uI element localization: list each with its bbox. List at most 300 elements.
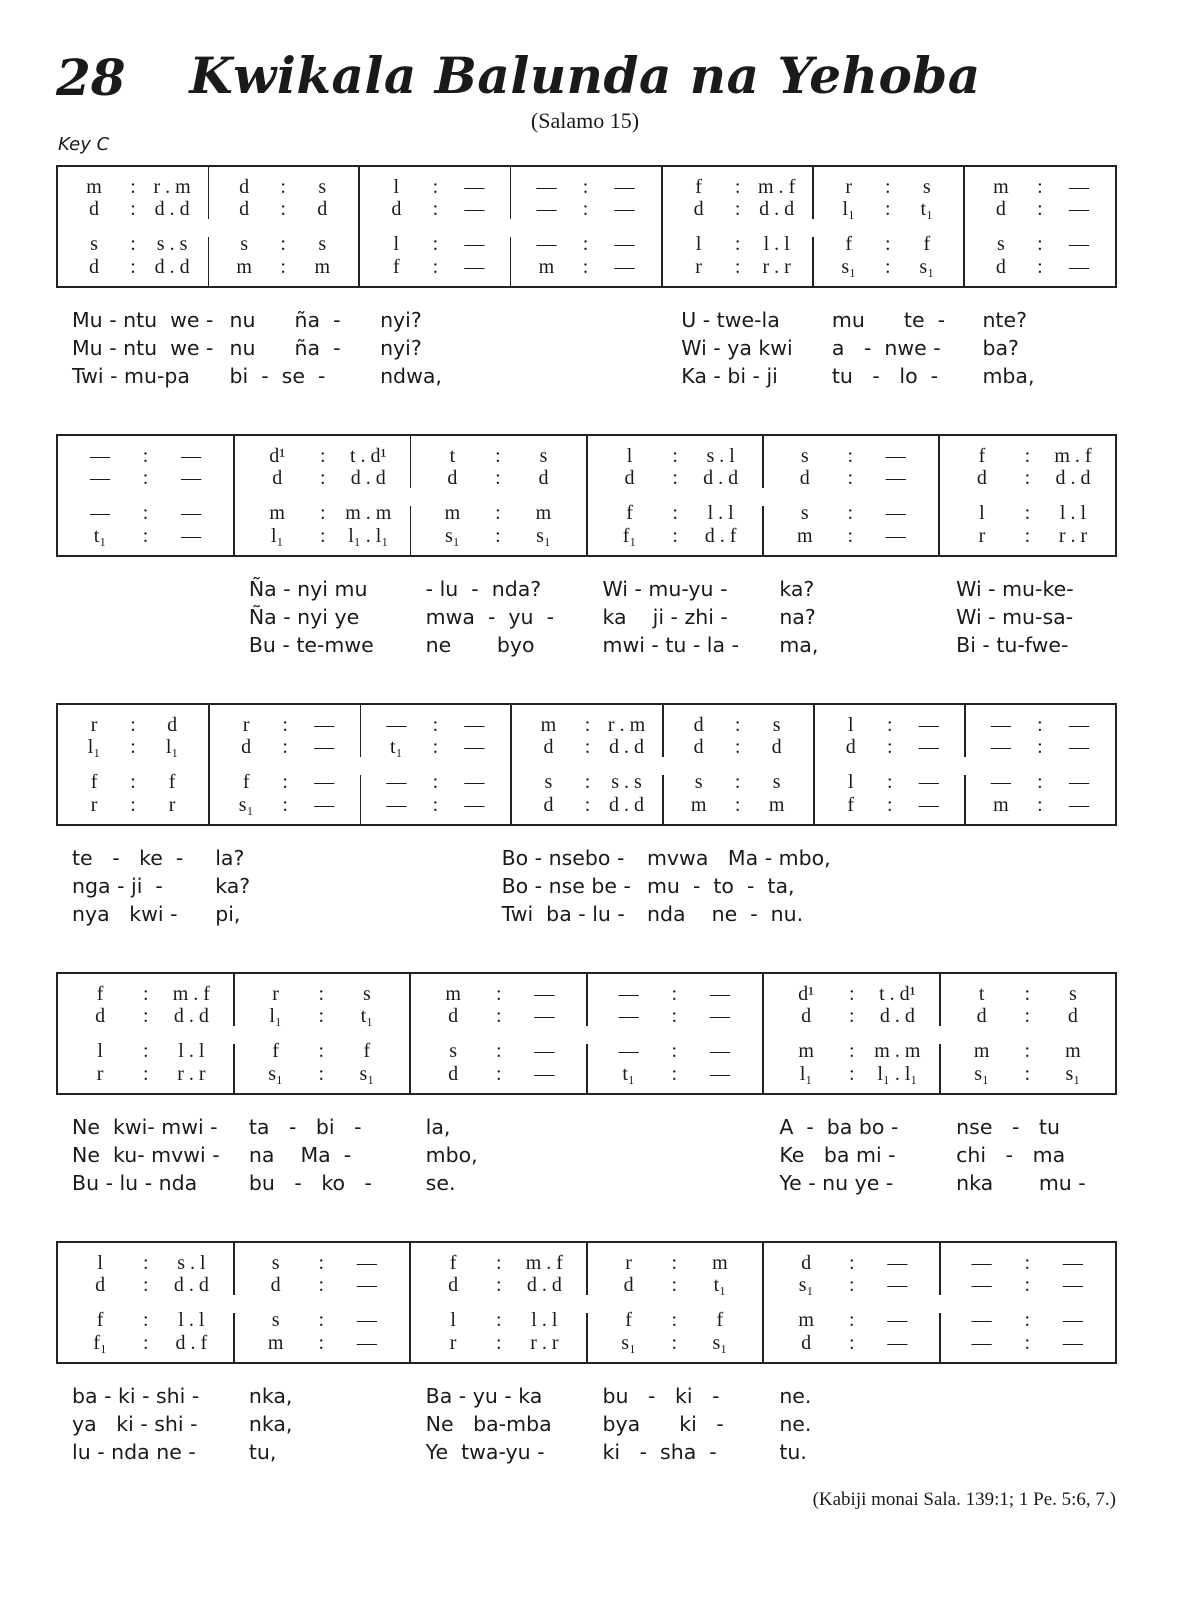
lyric-verse-2 (56, 603, 233, 631)
lyric-verse-2: Wi - mu-sa- (956, 605, 1074, 629)
note-beat-1: l (393, 233, 400, 255)
soprano-notes (965, 714, 1115, 736)
lyric-verse-1: A - ba bo - (779, 1115, 899, 1139)
note-beat-1: f (845, 233, 853, 255)
lyric-verse-3: tu, (248, 1440, 277, 1464)
alto-notes (510, 198, 660, 220)
beat-separator: : (884, 198, 891, 220)
note-beat-1: r (90, 794, 98, 816)
beat-separator: : (495, 1274, 502, 1296)
beat-separator: : (671, 1005, 678, 1027)
beat-separator: : (142, 1332, 149, 1354)
music-system (56, 972, 1117, 1197)
soprano-notes (587, 983, 763, 1005)
note-beat-2: s . s (156, 233, 188, 255)
lyric-verse-2: ne. (779, 1412, 812, 1436)
beat-separator: : (1037, 771, 1043, 793)
note-beat-1: l₁ (799, 1063, 813, 1085)
note-beat-1: f (695, 176, 702, 198)
lyric-verse-1 (56, 575, 233, 603)
beat-separator: : (1037, 714, 1043, 736)
note-beat-1: — (618, 1005, 639, 1027)
note-beat-2: — (1068, 771, 1089, 793)
note-beat-1: d (995, 198, 1006, 220)
note-beat-2: — (887, 1309, 908, 1331)
alto-notes (58, 1005, 234, 1027)
beat-separator: : (848, 1274, 855, 1296)
measure (587, 1243, 765, 1362)
lyric-column (56, 1113, 233, 1197)
note-beat-1: l₁ (842, 198, 855, 220)
note-beat-2: — (885, 502, 906, 524)
lyric-verse-2: mwa - yu - (425, 605, 554, 629)
note-beat-2: — (1068, 233, 1089, 255)
tenor-notes (815, 771, 965, 793)
note-beat-2: — (885, 467, 906, 489)
lyric-verse-2: Ña - nyi ye (248, 605, 360, 629)
note-beat-1: — (990, 736, 1011, 758)
measure (763, 436, 940, 555)
note-beat-1: d (624, 467, 635, 489)
beat-separator: : (672, 525, 678, 547)
lyric-verse-1: bu - ki - (602, 1384, 720, 1408)
note-beat-1: d (623, 1274, 634, 1296)
lyric-verse-2 (586, 1141, 763, 1169)
lyric-verse-1: nu ña - (229, 308, 341, 332)
soprano-notes (588, 445, 763, 467)
beat-separator: : (495, 1332, 502, 1354)
note-beat-1: d (89, 198, 100, 220)
note-beat-1: — (386, 771, 407, 793)
beat-separator: : (1024, 502, 1031, 524)
note-beat-1: — (971, 1252, 992, 1274)
bass-notes (411, 1063, 587, 1085)
lyrics-block (56, 1113, 1117, 1197)
beat-separator: : (582, 198, 589, 220)
note-beat-2: — (181, 525, 202, 547)
alto-notes (587, 1274, 763, 1296)
tenor-notes (965, 233, 1115, 255)
note-beat-2: s₁ (536, 525, 551, 547)
note-beat-2: f (923, 233, 931, 255)
note-beat-2: — (1068, 736, 1089, 758)
note-beat-2: m . m (874, 1040, 921, 1062)
music-system (56, 165, 1117, 390)
measure (587, 974, 765, 1093)
note-beat-1: m (444, 502, 461, 524)
note-beat-2: m . m (345, 502, 392, 524)
note-beat-2: m . f (758, 176, 796, 198)
note-beat-2: — (614, 256, 635, 278)
note-beat-1: m (445, 983, 461, 1005)
beat-separator: : (130, 714, 136, 736)
measure (360, 705, 512, 824)
lyric-verse-1: ta - bi - (248, 1115, 362, 1139)
note-beat-1: f (978, 445, 986, 467)
lyric-verse-1 (940, 1382, 1117, 1410)
lyric-column (665, 306, 816, 390)
lyric-column (56, 1382, 233, 1466)
alto-notes (764, 1005, 940, 1027)
note-beat-1: m (993, 176, 1009, 198)
note-beat-2: t₁ (920, 198, 934, 220)
beat-separator: : (672, 445, 678, 467)
soprano-notes (587, 1252, 763, 1274)
lyric-column (364, 306, 515, 390)
note-beat-2: — (464, 198, 485, 220)
tenor-notes (58, 1309, 234, 1331)
measure (940, 974, 1116, 1093)
note-beat-1: l (979, 502, 985, 524)
note-beat-1: d (448, 1274, 459, 1296)
alto-notes (208, 198, 358, 220)
note-beat-1: l (847, 771, 854, 793)
note-beat-1: s (544, 771, 553, 793)
lyric-verse-1: nyi? (380, 308, 422, 332)
soprano-notes (815, 714, 965, 736)
note-beat-2: — (918, 736, 939, 758)
bass-notes (210, 794, 360, 816)
note-beat-1: d (391, 198, 402, 220)
note-beat-2: s₁ (359, 1063, 375, 1085)
bass-notes (763, 525, 938, 547)
soprano-notes (210, 714, 360, 736)
lyric-verse-3: nka mu - (956, 1171, 1086, 1195)
lyric-verse-3 (831, 900, 974, 928)
note-beat-1: d (801, 1005, 812, 1027)
hymn-number: 28 (56, 48, 126, 107)
lyric-verse-2: nyi? (380, 336, 422, 360)
bass-notes (587, 1063, 763, 1085)
note-beat-1: f₁ (93, 1332, 107, 1354)
bass-notes (764, 1063, 940, 1085)
hymn-title: Kwikala Balunda na Yehoba (189, 46, 981, 105)
lyric-verse-1: Wi - mu-ke- (956, 577, 1074, 601)
lyric-verse-3: pi, (215, 902, 241, 926)
alto-notes (587, 1005, 763, 1027)
note-beat-2: d . d (759, 198, 795, 220)
note-beat-2: — (534, 1040, 555, 1062)
beat-separator: : (848, 1309, 855, 1331)
hymn-subtitle: (Salamo 15) (530, 108, 640, 133)
note-beat-2: — (181, 502, 202, 524)
soprano-notes (410, 445, 585, 467)
beat-separator: : (318, 983, 325, 1005)
note-beat-2: — (1068, 714, 1089, 736)
beat-separator: : (280, 233, 286, 255)
lyric-verse-1: ne. (779, 1384, 812, 1408)
lyric-verse-2: Bo - nse be - (501, 874, 631, 898)
note-beat-1: d (543, 736, 554, 758)
alto-notes (815, 736, 965, 758)
lyric-column (586, 575, 763, 659)
note-beat-2: — (464, 233, 485, 255)
staff-box (56, 434, 1117, 557)
note-beat-2: r . m (607, 714, 646, 736)
measure (663, 167, 813, 286)
note-beat-2: — (709, 1063, 730, 1085)
beat-separator: : (582, 176, 589, 198)
note-beat-1: d (693, 736, 704, 758)
lyric-verse-2: na Ma - (248, 1143, 352, 1167)
note-beat-2: l . l (707, 502, 734, 524)
tenor-notes (965, 771, 1115, 793)
soprano-notes (965, 176, 1115, 198)
measure (588, 436, 763, 555)
note-beat-2: — (534, 1005, 555, 1027)
beat-separator: : (130, 233, 136, 255)
note-beat-1: f (392, 256, 400, 278)
tenor-notes (940, 1309, 1116, 1331)
soprano-notes (411, 1252, 587, 1274)
beat-separator: : (130, 736, 136, 758)
note-beat-2: t₁ (713, 1274, 727, 1296)
tenor-notes (235, 502, 410, 524)
lyric-column (233, 1382, 410, 1466)
tenor-notes (360, 233, 510, 255)
tenor-notes (58, 1040, 234, 1062)
note-beat-2: r . r (177, 1063, 206, 1085)
tenor-notes (587, 1309, 763, 1331)
note-beat-2: — (356, 1252, 377, 1274)
lyric-column (831, 844, 974, 928)
note-beat-2: — (356, 1332, 377, 1354)
beat-separator: : (847, 502, 854, 524)
measure (360, 167, 510, 286)
note-beat-1: d (95, 1274, 106, 1296)
lyric-verse-3: ma, (779, 633, 819, 657)
beat-separator: : (318, 1252, 325, 1274)
alto-notes (663, 198, 813, 220)
note-beat-2: — (1068, 794, 1089, 816)
lyric-verse-2 (831, 872, 974, 900)
note-beat-2: — (887, 1252, 908, 1274)
beat-separator: : (848, 1005, 855, 1027)
lyric-column (631, 844, 831, 928)
note-beat-1: l₁ (87, 736, 101, 758)
beat-separator: : (671, 1309, 678, 1331)
note-beat-1: d (693, 714, 704, 736)
bass-notes (588, 525, 763, 547)
lyric-verse-1: ka? (779, 577, 815, 601)
note-beat-2: s . l (177, 1252, 206, 1274)
note-beat-1: l (847, 714, 854, 736)
lyric-verse-2: nka, (248, 1412, 293, 1436)
measure (965, 167, 1115, 286)
note-beat-1: s (240, 233, 249, 255)
measure (58, 705, 210, 824)
lyrics-block (56, 306, 1117, 390)
beat-separator: : (495, 502, 501, 524)
note-beat-1: r (625, 1252, 632, 1274)
soprano-notes (234, 983, 410, 1005)
lyric-verse-2: ba? (982, 336, 1019, 360)
note-beat-1: m (538, 256, 555, 278)
beat-separator: : (318, 1005, 325, 1027)
lyric-verse-2: Mu - ntu we - (72, 336, 214, 360)
note-beat-2: r . r (762, 256, 791, 278)
soprano-notes (663, 714, 813, 736)
note-beat-1: f (90, 771, 98, 793)
beat-separator: : (142, 502, 149, 524)
note-beat-2: — (1062, 1332, 1083, 1354)
beat-separator: : (142, 467, 149, 489)
lyric-verse-3: se. (425, 1171, 456, 1195)
beat-separator: : (495, 467, 501, 489)
note-beat-1: f (272, 1040, 279, 1062)
alto-notes (234, 1005, 410, 1027)
beat-separator: : (495, 445, 501, 467)
note-beat-1: s₁ (974, 1063, 989, 1085)
note-beat-1: f (449, 1252, 457, 1274)
note-beat-1: d (693, 198, 704, 220)
note-beat-2: r (168, 794, 176, 816)
note-beat-1: s (271, 1252, 280, 1274)
beat-separator: : (671, 1063, 678, 1085)
tenor-notes (763, 502, 938, 524)
note-beat-2: — (1062, 1252, 1083, 1274)
beat-separator: : (734, 736, 741, 758)
beat-separator: : (142, 1040, 149, 1062)
beat-separator: : (847, 525, 854, 547)
tenor-notes (58, 502, 233, 524)
lyric-column (199, 844, 342, 928)
lyrics-block (56, 1382, 1117, 1466)
measure (208, 167, 360, 286)
beat-separator: : (280, 256, 286, 278)
soprano-notes (663, 176, 813, 198)
note-beat-2: s (1068, 983, 1077, 1005)
note-beat-1: d (272, 467, 283, 489)
lyric-verse-2: a - nwe - (831, 336, 941, 360)
beat-separator: : (1024, 1063, 1031, 1085)
note-beat-1: r (96, 1063, 104, 1085)
note-beat-2: m (768, 794, 785, 816)
note-beat-1: m (796, 525, 813, 547)
bass-notes (510, 256, 660, 278)
tenor-notes (663, 233, 813, 255)
note-beat-1: — (990, 714, 1011, 736)
beat-separator: : (280, 176, 286, 198)
note-beat-1: s₁ (268, 1063, 283, 1085)
beat-separator: : (282, 794, 288, 816)
staff-box (56, 972, 1117, 1095)
beat-separator: : (671, 1332, 678, 1354)
note-beat-1: r (272, 983, 279, 1005)
lyric-verse-1: nka, (248, 1384, 293, 1408)
note-beat-1: d (845, 736, 856, 758)
music-system (56, 1241, 1117, 1466)
lyric-verse-2: bya ki - (602, 1412, 724, 1436)
lyric-verse-3 (974, 900, 1117, 928)
bass-notes (940, 1332, 1116, 1354)
beat-separator: : (671, 983, 678, 1005)
beat-separator: : (432, 771, 439, 793)
soprano-notes (58, 445, 233, 467)
tenor-notes (587, 1040, 763, 1062)
note-beat-2: d . d (526, 1274, 562, 1296)
tenor-notes (58, 233, 208, 255)
lyric-column (56, 575, 233, 659)
beat-separator: : (848, 1252, 855, 1274)
beat-separator: : (584, 794, 591, 816)
measure (410, 436, 587, 555)
alto-notes (663, 736, 813, 758)
lyric-verse-3: Bu - lu - nda (72, 1171, 198, 1195)
note-beat-2: d (771, 736, 782, 758)
lyric-verse-1: Wi - mu-yu - (602, 577, 728, 601)
note-beat-2: — (314, 736, 335, 758)
note-beat-1: d (448, 1063, 459, 1085)
soprano-notes (512, 714, 662, 736)
tenor-notes (940, 502, 1115, 524)
beat-separator: : (318, 1332, 325, 1354)
lyric-verse-1 (342, 844, 485, 872)
beat-separator: : (672, 502, 678, 524)
measure (58, 974, 234, 1093)
note-beat-1: r (449, 1332, 457, 1354)
music-system (56, 434, 1117, 659)
bass-notes (234, 1063, 410, 1085)
beat-separator: : (886, 771, 893, 793)
lyric-verse-3: Twi ba - lu - (501, 902, 625, 926)
soprano-notes (411, 983, 587, 1005)
note-beat-2: — (885, 445, 906, 467)
lyrics-block (56, 844, 1117, 928)
beat-separator: : (318, 1309, 325, 1331)
note-beat-2: d . d (1055, 467, 1091, 489)
lyric-verse-2: nga - ji - (72, 874, 163, 898)
note-beat-1: d (270, 1274, 281, 1296)
measure (815, 705, 965, 824)
note-beat-1: d¹ (798, 983, 815, 1005)
lyric-verse-3: Ka - bi - ji (681, 364, 778, 388)
soprano-notes (764, 1252, 940, 1274)
note-beat-2: — (356, 1309, 377, 1331)
note-beat-2: — (464, 794, 485, 816)
beat-separator: : (495, 1040, 502, 1062)
beat-separator: : (282, 771, 288, 793)
note-beat-2: d . d (154, 198, 190, 220)
lyric-column (213, 306, 364, 390)
lyric-verse-1 (586, 1113, 763, 1141)
note-beat-2: d . d (173, 1274, 209, 1296)
lyric-verse-1: mu te - (831, 308, 945, 332)
lyric-verse-2 (515, 334, 666, 362)
tenor-notes (210, 771, 360, 793)
beat-separator: : (884, 256, 891, 278)
beat-separator: : (1037, 256, 1043, 278)
lyric-verse-3: nda ne - nu. (646, 902, 804, 926)
soprano-notes (510, 176, 660, 198)
beat-separator: : (1037, 794, 1043, 816)
tenor-notes (663, 771, 813, 793)
note-beat-1: s (800, 502, 809, 524)
lyric-column (816, 306, 967, 390)
beat-separator: : (1037, 176, 1043, 198)
beat-separator: : (142, 1063, 149, 1085)
soprano-notes (764, 983, 940, 1005)
note-beat-2: d . d (609, 736, 645, 758)
lyric-column (974, 844, 1117, 928)
alto-notes (940, 467, 1115, 489)
lyric-verse-2 (974, 872, 1117, 900)
lyric-verse-1: Ña - nyi mu (248, 577, 368, 601)
note-beat-1: s (90, 233, 98, 255)
tenor-notes (813, 233, 963, 255)
alto-notes (940, 1005, 1116, 1027)
bass-notes (58, 1063, 234, 1085)
